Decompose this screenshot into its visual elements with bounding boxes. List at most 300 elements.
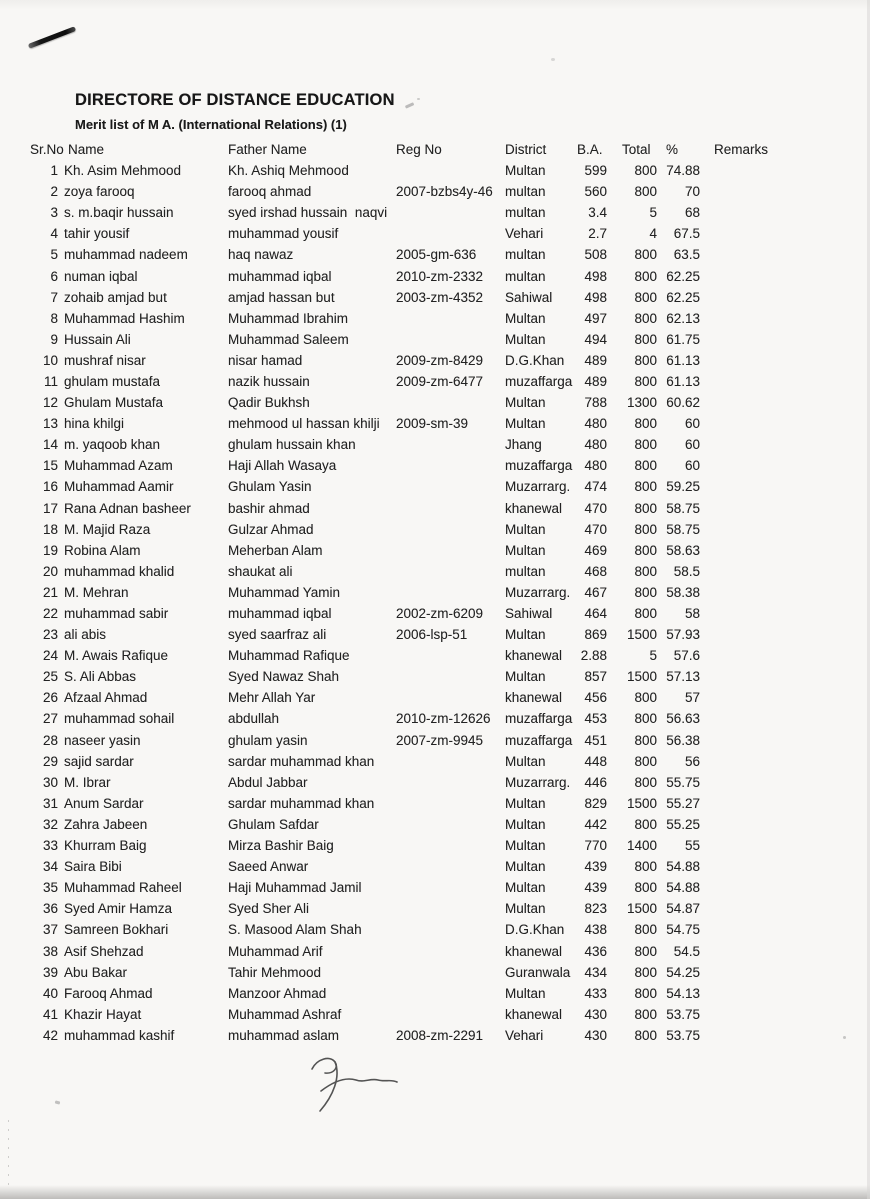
cell-total: 800 (634, 774, 657, 790)
cell-sr-no: 24 (42, 648, 58, 664)
table-row (30, 371, 776, 392)
table-row (30, 202, 776, 223)
cell-total: 800 (634, 542, 657, 558)
header-percent: % (666, 142, 679, 157)
cell-district: muzaffarga (505, 732, 573, 748)
cell-sr-no: 31 (42, 795, 58, 811)
cell-total: 800 (634, 247, 657, 263)
cell-name: Khurram Baig (64, 838, 147, 854)
cell-father-name: Mehr Allah Yar (228, 690, 316, 706)
cell-ba: 438 (584, 922, 607, 938)
cell-father-name: Meherban Alam (228, 542, 323, 558)
cell-father-name: shaukat ali (228, 563, 293, 579)
cell-district: D.G.Khan (505, 352, 565, 368)
cell-father-name: Saeed Anwar (228, 859, 309, 875)
cell-sr-no: 42 (42, 1027, 58, 1043)
table-row (30, 223, 776, 244)
cell-percent: 55.27 (666, 795, 700, 811)
cell-district: Guranwala (505, 964, 571, 980)
cell-district: khanewal (505, 943, 563, 959)
cell-total: 800 (634, 922, 657, 938)
cell-sr-no: 25 (42, 669, 58, 685)
table-row (30, 814, 776, 835)
cell-district: Multan (505, 859, 546, 875)
cell-ba: 560 (584, 184, 607, 200)
cell-district: Multan (505, 753, 546, 769)
table-row (30, 540, 776, 561)
cell-percent: 62.25 (666, 268, 700, 284)
cell-district: muzaffarga (505, 373, 573, 389)
cell-name: muhammad nadeem (64, 247, 188, 263)
cell-district: Multan (505, 901, 546, 917)
cell-percent: 61.13 (666, 352, 700, 368)
cell-total: 800 (634, 584, 657, 600)
cell-percent: 61.13 (666, 373, 700, 389)
cell-ba: 498 (584, 268, 607, 284)
cell-sr-no: 20 (42, 563, 58, 579)
cell-reg-no: 2005-gm-636 (396, 247, 477, 263)
cell-sr-no: 26 (42, 690, 58, 706)
header-name: Name (68, 142, 105, 157)
pen-stroke-mark (28, 26, 76, 49)
cell-district: Sahiwal (505, 606, 553, 622)
table-row (30, 645, 776, 666)
cell-percent: 54.5 (673, 943, 700, 959)
cell-sr-no: 18 (42, 521, 58, 537)
cell-sr-no: 16 (42, 479, 58, 495)
cell-district: Muzarrarg. (505, 479, 571, 495)
cell-total: 800 (634, 732, 657, 748)
cell-name: naseer yasin (64, 732, 141, 748)
cell-reg-no: 2009-zm-6477 (396, 373, 484, 389)
cell-father-name: Tahir Mehmood (228, 964, 322, 980)
header-father-name: Father Name (228, 142, 307, 157)
cell-name: Hussain Ali (64, 331, 131, 347)
table-row (30, 1025, 776, 1046)
cell-name: M. Awais Rafique (64, 648, 169, 664)
cell-total: 5 (649, 205, 657, 221)
table-row (30, 624, 776, 645)
cell-reg-no: 2009-zm-8429 (396, 352, 484, 368)
header-reg-no: Reg No (396, 142, 442, 157)
cell-ba: 474 (584, 479, 607, 495)
cell-district: khanewal (505, 1006, 563, 1022)
cell-total: 800 (634, 373, 657, 389)
cell-father-name: Muhammad Arif (228, 943, 323, 959)
cell-percent: 59.25 (666, 479, 700, 495)
cell-name: s. m.baqir hussain (64, 205, 174, 221)
cell-sr-no: 23 (42, 627, 58, 643)
cell-district: multan (505, 563, 546, 579)
cell-ba: 442 (584, 816, 607, 832)
cell-district: Multan (505, 331, 546, 347)
page-subtitle: Merit list of M A. (International Relations) (1) (75, 117, 347, 132)
cell-father-name: Ghulam Yasin (228, 479, 312, 495)
cell-percent: 58.75 (666, 521, 700, 537)
table-header-row (30, 139, 776, 160)
cell-district: Sahiwal (505, 289, 553, 305)
cell-percent: 57.13 (666, 669, 700, 685)
cell-total: 4 (649, 226, 657, 242)
cell-district: muzaffarga (505, 458, 573, 474)
cell-district: Multan (505, 669, 546, 685)
cell-name: sajid sardar (64, 753, 134, 769)
cell-name: mushraf nisar (64, 352, 146, 368)
cell-percent: 58.5 (673, 563, 700, 579)
cell-total: 800 (634, 964, 657, 980)
cell-district: Multan (505, 795, 546, 811)
cell-ba: 498 (584, 289, 607, 305)
cell-name: zohaib amjad but (64, 289, 167, 305)
cell-district: Multan (505, 521, 546, 537)
cell-sr-no: 27 (42, 711, 58, 727)
cell-father-name: muhammad yousif (228, 226, 339, 242)
cell-total: 800 (634, 289, 657, 305)
table-row (30, 519, 776, 540)
cell-father-name: Ghulam Safdar (228, 816, 319, 832)
scan-speck (405, 102, 414, 108)
cell-ba: 434 (584, 964, 607, 980)
page-title: DIRECTORE OF DISTANCE EDUCATION (75, 91, 395, 109)
cell-district: khanewal (505, 648, 563, 664)
table-row (30, 940, 776, 961)
cell-name: zoya farooq (64, 184, 135, 200)
cell-ba: 770 (584, 838, 607, 854)
cell-ba: 433 (584, 985, 607, 1001)
table-row (30, 730, 776, 751)
cell-name: Asif Shehzad (64, 943, 144, 959)
cell-ba: 469 (584, 542, 607, 558)
cell-ba: 497 (584, 310, 607, 326)
cell-sr-no: 29 (42, 753, 58, 769)
cell-father-name: syed saarfraz ali (228, 627, 327, 643)
cell-reg-no: 2007-bzbs4y-46 (396, 184, 493, 200)
cell-name: Muhammad Aamir (64, 479, 174, 495)
cell-father-name: sardar muhammad khan (228, 753, 375, 769)
cell-father-name: Mirza Bashir Baig (228, 838, 334, 854)
cell-sr-no: 1 (50, 163, 58, 179)
cell-district: Jhang (505, 437, 542, 453)
cell-ba: 439 (584, 880, 607, 896)
cell-district: Multan (505, 163, 546, 179)
cell-ba: 430 (584, 1006, 607, 1022)
cell-district: Multan (505, 816, 546, 832)
cell-total: 1500 (626, 901, 657, 917)
table-row (30, 793, 776, 814)
table-row (30, 772, 776, 793)
table-row (30, 666, 776, 687)
cell-name: Abu Bakar (64, 964, 128, 980)
cell-percent: 67.5 (673, 226, 700, 242)
cell-name: Muhammad Azam (64, 458, 173, 474)
cell-percent: 58.38 (666, 584, 700, 600)
cell-father-name: syed irshad hussain naqvi (228, 205, 388, 221)
cell-total: 800 (634, 268, 657, 284)
cell-father-name: Abdul Jabbar (228, 774, 308, 790)
cell-name: ghulam mustafa (64, 373, 161, 389)
cell-sr-no: 33 (42, 838, 58, 854)
cell-total: 800 (634, 500, 657, 516)
cell-total: 800 (634, 816, 657, 832)
cell-total: 800 (634, 479, 657, 495)
cell-total: 800 (634, 458, 657, 474)
cell-name: Muhammad Raheel (64, 880, 182, 896)
cell-name: Kh. Asim Mehmood (64, 163, 182, 179)
cell-district: D.G.Khan (505, 922, 565, 938)
cell-district: Multan (505, 627, 546, 643)
cell-ba: 456 (584, 690, 607, 706)
table-row (30, 308, 776, 329)
cell-total: 800 (634, 184, 657, 200)
cell-total: 800 (634, 310, 657, 326)
cell-district: Muzarrarg. (505, 774, 571, 790)
cell-percent: 60 (684, 437, 700, 453)
cell-sr-no: 19 (42, 542, 58, 558)
cell-reg-no: 2007-zm-9945 (396, 732, 484, 748)
cell-father-name: Muhammad Rafique (228, 648, 350, 664)
cell-name: Saira Bibi (64, 859, 122, 875)
header-remarks: Remarks (714, 142, 769, 157)
cell-percent: 70 (684, 184, 700, 200)
cell-father-name: Syed Sher Ali (228, 901, 310, 917)
table-row (30, 1004, 776, 1025)
cell-total: 1300 (626, 395, 657, 411)
cell-district: Multan (505, 416, 546, 432)
table-row (30, 582, 776, 603)
cell-total: 1400 (626, 838, 657, 854)
cell-total: 800 (634, 521, 657, 537)
cell-ba: 599 (584, 163, 607, 179)
cell-sr-no: 7 (50, 289, 58, 305)
cell-percent: 61.75 (666, 331, 700, 347)
cell-sr-no: 10 (42, 352, 58, 368)
cell-total: 800 (634, 352, 657, 368)
cell-name: muhammad kashif (64, 1027, 175, 1043)
cell-sr-no: 30 (42, 774, 58, 790)
table-row (30, 856, 776, 877)
table-row (30, 877, 776, 898)
cell-percent: 54.13 (666, 985, 700, 1001)
cell-name: Anum Sardar (64, 795, 144, 811)
cell-name: hina khilgi (64, 416, 125, 432)
cell-ba: 436 (584, 943, 607, 959)
cell-ba: 448 (584, 753, 607, 769)
cell-district: muzaffarga (505, 711, 573, 727)
cell-percent: 56.63 (666, 711, 700, 727)
cell-father-name: bashir ahmad (228, 500, 310, 516)
cell-name: Khazir Hayat (64, 1006, 142, 1022)
header-district: District (505, 142, 547, 157)
cell-district: Multan (505, 838, 546, 854)
cell-percent: 54.87 (666, 901, 700, 917)
table-row (30, 413, 776, 434)
table-row (30, 751, 776, 772)
cell-sr-no: 3 (50, 205, 58, 221)
cell-district: multan (505, 268, 546, 284)
cell-total: 1500 (626, 627, 657, 643)
table-row (30, 287, 776, 308)
cell-ba: 468 (584, 563, 607, 579)
header-total: Total (622, 142, 651, 157)
table-row (30, 962, 776, 983)
cell-father-name: Kh. Ashiq Mehmood (228, 163, 349, 179)
cell-father-name: muhammad aslam (228, 1027, 340, 1043)
cell-total: 800 (634, 606, 657, 622)
cell-ba: 788 (584, 395, 607, 411)
cell-percent: 53.75 (666, 1027, 700, 1043)
table-row (30, 476, 776, 497)
table-row (30, 898, 776, 919)
cell-percent: 56 (684, 753, 700, 769)
cell-total: 800 (634, 1027, 657, 1043)
cell-reg-no: 2009-sm-39 (396, 416, 469, 432)
cell-name: Zahra Jabeen (64, 816, 148, 832)
cell-father-name: Muhammad Saleem (228, 331, 349, 347)
cell-sr-no: 6 (50, 268, 58, 284)
cell-reg-no: 2006-lsp-51 (396, 627, 468, 643)
table-row (30, 329, 776, 350)
cell-sr-no: 39 (42, 964, 58, 980)
handwritten-signature (290, 1048, 440, 1123)
table-row (30, 561, 776, 582)
cell-percent: 53.75 (666, 1006, 700, 1022)
table-row (30, 160, 776, 181)
cell-district: Vehari (505, 226, 544, 242)
cell-percent: 62.25 (666, 289, 700, 305)
table-row (30, 434, 776, 455)
cell-father-name: ghulam hussain khan (228, 437, 356, 453)
cell-district: Multan (505, 880, 546, 896)
table-row (30, 244, 776, 265)
table-row (30, 265, 776, 286)
cell-total: 800 (634, 416, 657, 432)
cell-district: Multan (505, 985, 546, 1001)
cell-sr-no: 14 (42, 437, 58, 453)
cell-father-name: amjad hassan but (228, 289, 335, 305)
cell-name: numan iqbal (64, 268, 138, 284)
cell-father-name: Muhammad Ibrahim (228, 310, 349, 326)
cell-percent: 57.6 (673, 648, 700, 664)
cell-father-name: Qadir Bukhsh (228, 395, 310, 411)
cell-percent: 62.13 (666, 310, 700, 326)
cell-reg-no: 2003-zm-4352 (396, 289, 484, 305)
cell-ba: 480 (584, 416, 607, 432)
cell-name: tahir yousif (64, 226, 130, 242)
cell-sr-no: 41 (42, 1006, 58, 1022)
cell-total: 1500 (626, 795, 657, 811)
cell-ba: 467 (584, 584, 607, 600)
cell-ba: 869 (584, 627, 607, 643)
cell-name: Farooq Ahmad (64, 985, 153, 1001)
cell-total: 800 (634, 437, 657, 453)
cell-ba: 2.7 (588, 226, 607, 242)
cell-total: 800 (634, 753, 657, 769)
cell-sr-no: 2 (50, 184, 58, 200)
cell-sr-no: 38 (42, 943, 58, 959)
cell-father-name: S. Masood Alam Shah (228, 922, 362, 938)
cell-sr-no: 21 (42, 584, 58, 600)
cell-percent: 54.25 (666, 964, 700, 980)
cell-percent: 56.38 (666, 732, 700, 748)
cell-name: M. Ibrar (64, 774, 111, 790)
cell-total: 800 (634, 690, 657, 706)
cell-father-name: muhammad iqbal (228, 606, 332, 622)
cell-district: khanewal (505, 500, 563, 516)
cell-father-name: haq nawaz (228, 247, 294, 263)
cell-ba: 453 (584, 711, 607, 727)
cell-district: multan (505, 184, 546, 200)
cell-father-name: Haji Allah Wasaya (228, 458, 337, 474)
cell-percent: 68 (684, 205, 700, 221)
cell-ba: 3.4 (588, 205, 607, 221)
cell-sr-no: 4 (50, 226, 58, 242)
table-row (30, 687, 776, 708)
cell-total: 800 (634, 563, 657, 579)
cell-father-name: farooq ahmad (228, 184, 312, 200)
cell-sr-no: 37 (42, 922, 58, 938)
cell-sr-no: 8 (50, 310, 58, 326)
cell-district: Muzarrarg. (505, 584, 571, 600)
header-sr-no: Sr.No (30, 142, 64, 157)
cell-total: 1500 (626, 669, 657, 685)
cell-sr-no: 28 (42, 732, 58, 748)
table-row (30, 708, 776, 729)
cell-reg-no: 2010-zm-12626 (396, 711, 491, 727)
cell-name: Samreen Bokhari (64, 922, 169, 938)
cell-father-name: muhammad iqbal (228, 268, 332, 284)
cell-father-name: Gulzar Ahmad (228, 521, 314, 537)
cell-sr-no: 34 (42, 859, 58, 875)
cell-ba: 451 (584, 732, 607, 748)
scan-speck (551, 58, 555, 61)
cell-reg-no: 2008-zm-2291 (396, 1027, 484, 1043)
cell-percent: 60 (684, 458, 700, 474)
cell-father-name: Muhammad Ashraf (228, 1006, 342, 1022)
cell-district: Multan (505, 310, 546, 326)
cell-name: S. Ali Abbas (64, 669, 137, 685)
cell-ba: 494 (584, 331, 607, 347)
cell-father-name: abdullah (228, 711, 280, 727)
cell-reg-no: 2002-zm-6209 (396, 606, 484, 622)
cell-total: 800 (634, 880, 657, 896)
cell-district: multan (505, 205, 546, 221)
cell-percent: 58.63 (666, 542, 700, 558)
cell-reg-no: 2010-zm-2332 (396, 268, 484, 284)
cell-total: 800 (634, 1006, 657, 1022)
cell-name: Afzaal Ahmad (64, 690, 148, 706)
cell-sr-no: 15 (42, 458, 58, 474)
cell-sr-no: 5 (50, 247, 58, 263)
cell-total: 800 (634, 943, 657, 959)
cell-name: m. yaqoob khan (64, 437, 161, 453)
cell-percent: 55.75 (666, 774, 700, 790)
cell-sr-no: 36 (42, 901, 58, 917)
scan-speck (55, 1100, 61, 1104)
cell-percent: 58 (684, 606, 700, 622)
table-row (30, 455, 776, 476)
cell-father-name: sardar muhammad khan (228, 795, 375, 811)
cell-percent: 54.88 (666, 880, 700, 896)
cell-name: M. Majid Raza (64, 521, 151, 537)
cell-percent: 58.75 (666, 500, 700, 516)
cell-district: Multan (505, 395, 546, 411)
cell-father-name: nazik hussain (228, 373, 310, 389)
cell-ba: 439 (584, 859, 607, 875)
cell-ba: 480 (584, 458, 607, 474)
cell-father-name: mehmood ul hassan khilji (228, 416, 380, 432)
scan-speck (843, 1036, 846, 1039)
header-ba: B.A. (577, 142, 603, 157)
